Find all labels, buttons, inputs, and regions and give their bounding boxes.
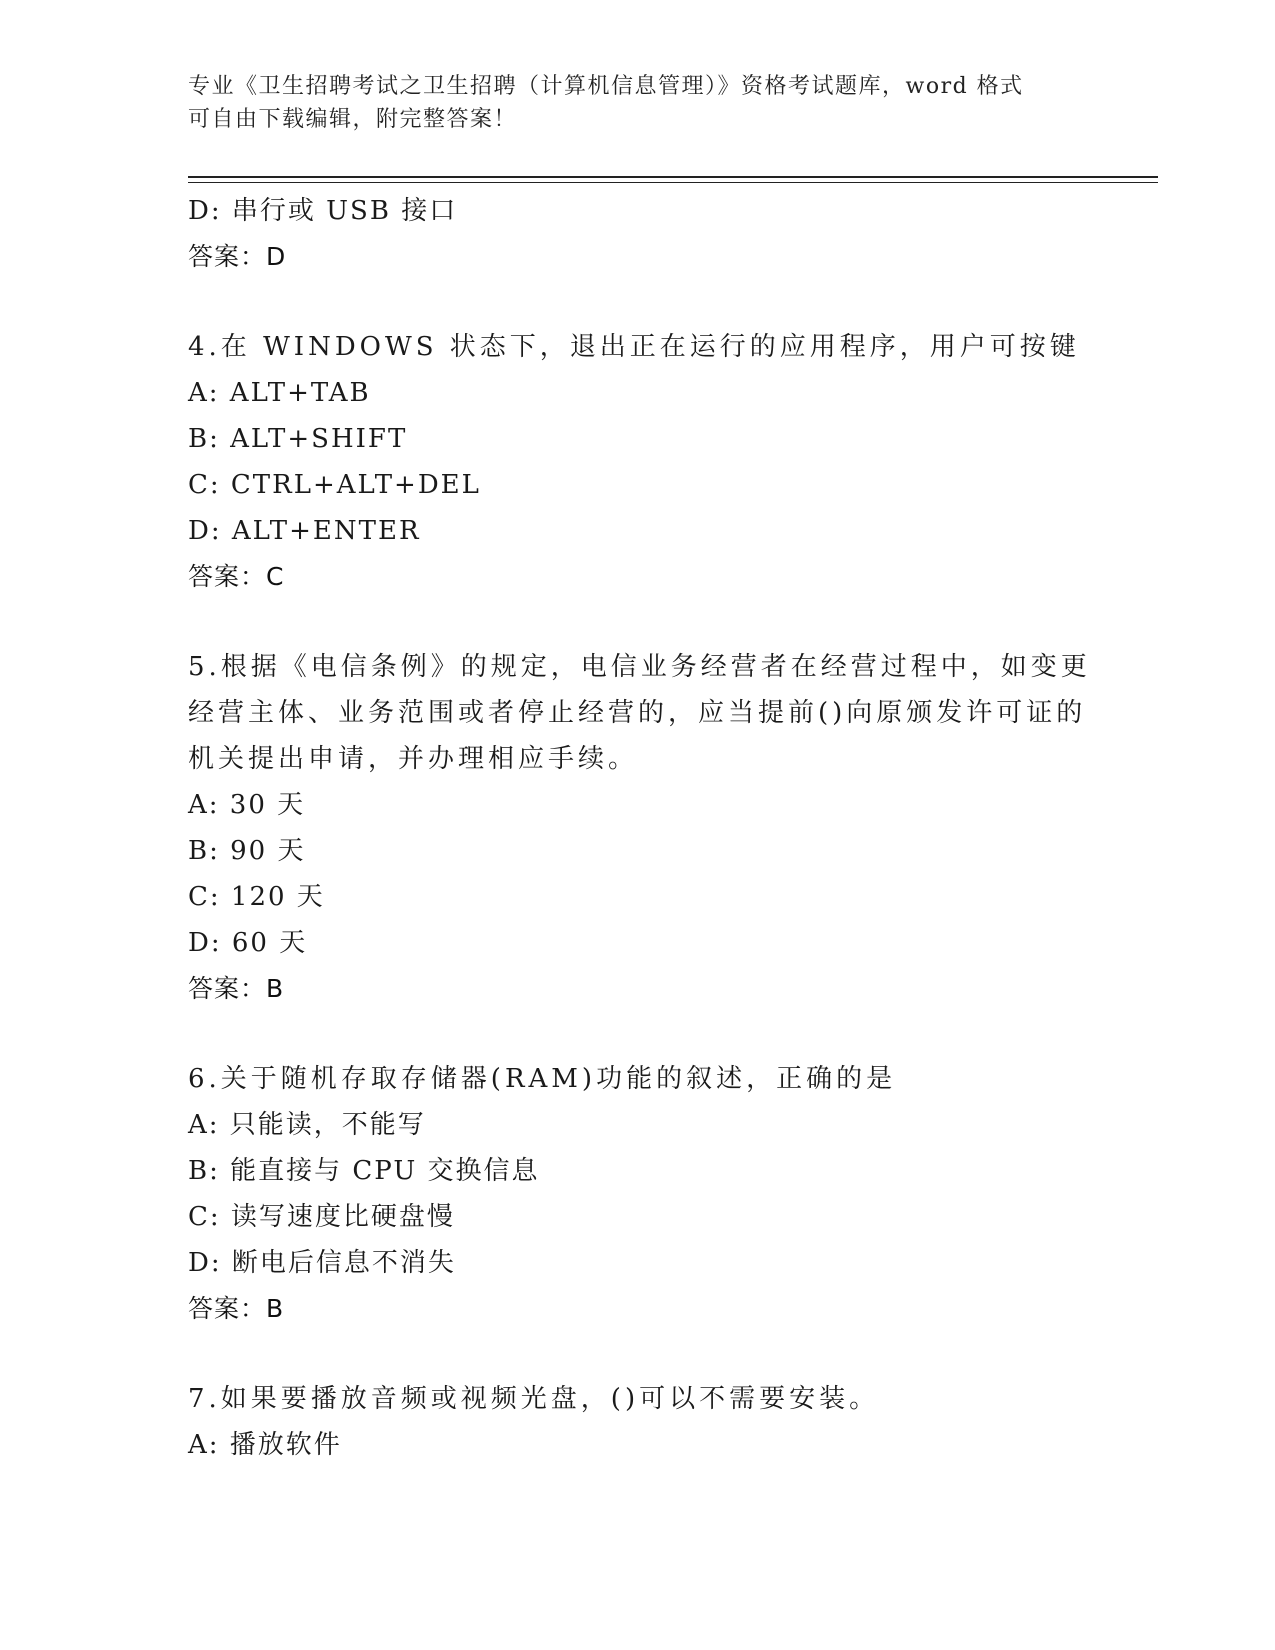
answer-line: 答案：B — [188, 974, 285, 1003]
question-list — [188, 188, 1091, 1468]
question-stem-line-2: 经营主体、业务范围或者停止经营的，应当提前()向原颁发许可证的 — [188, 698, 1087, 728]
question-4 — [188, 324, 1088, 600]
option-a: A: ALT+TAB — [188, 378, 371, 408]
option-a: A: 30 天 — [188, 790, 306, 820]
option-b: B: 90 天 — [188, 836, 306, 866]
question-6 — [188, 1056, 1088, 1332]
option-d: D: ALT+ENTER — [188, 516, 421, 546]
option-c: C: 读写速度比硬盘慢 — [188, 1202, 455, 1232]
question-stem-line-3: 机关提出申请，并办理相应手续。 — [188, 744, 639, 774]
answer-line: 答案：D — [188, 242, 287, 271]
question-7 — [188, 1376, 1088, 1468]
option-b: B: ALT+SHIFT — [188, 424, 408, 454]
answer-line: 答案：B — [188, 1294, 285, 1323]
question-stem: 6.关于随机存取存储器(RAM)功能的叙述，正确的是 — [188, 1064, 897, 1094]
option-c: C: 120 天 — [188, 882, 325, 912]
header-divider-thick — [188, 176, 1158, 178]
option-a: A: 播放软件 — [188, 1430, 342, 1460]
document-header — [188, 70, 1088, 136]
question-stem: 7.如果要播放音频或视频光盘，()可以不需要安装。 — [188, 1384, 880, 1414]
question-stem-line-1: 5.根据《电信条例》的规定，电信业务经营者在经营过程中，如变更 — [188, 652, 1091, 682]
header-line-2: 可自由下载编辑，附完整答案！ — [188, 107, 518, 132]
question-5 — [188, 644, 1091, 1012]
option-c: C: CTRL+ALT+DEL — [188, 470, 481, 500]
answer-line: 答案：C — [188, 562, 285, 591]
header-divider-thin — [188, 182, 1158, 183]
option-d: D: 串行或 USB 接口 — [188, 196, 458, 226]
question-3-tail — [188, 188, 1088, 280]
question-stem: 4.在 WINDOWS 状态下，退出正在运行的应用程序，用户可按键 — [188, 332, 1080, 362]
option-d: D: 60 天 — [188, 928, 308, 958]
option-b: B: 能直接与 CPU 交换信息 — [188, 1156, 540, 1186]
header-line-1: 专业《卫生招聘考试之卫生招聘（计算机信息管理）》资格考试题库，word 格式 — [188, 74, 1024, 99]
option-a: A: 只能读，不能写 — [188, 1110, 426, 1140]
option-d: D: 断电后信息不消失 — [188, 1248, 456, 1278]
